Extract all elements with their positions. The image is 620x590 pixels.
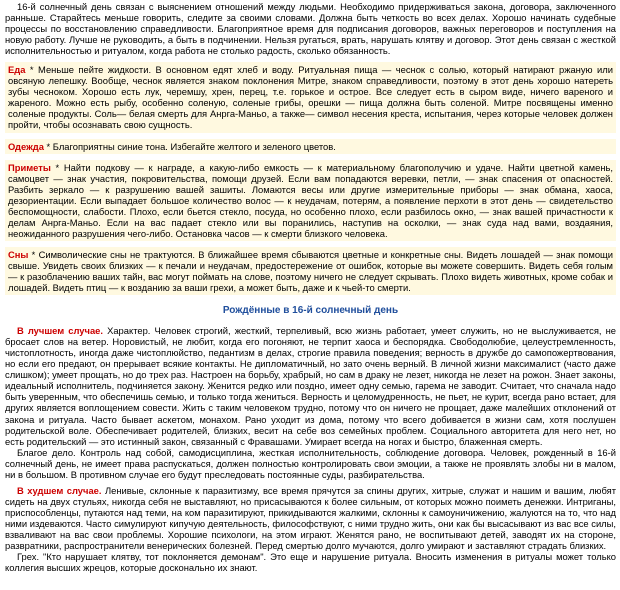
clothing-label: Одежда (8, 140, 44, 152)
omens-text: Найти подкову — к награде, а какую-либо емкость — к материальному благополучию и удаче. Найти цветной камень, самоцвет — знак участия, покровительства, помощи друзей. Если вам попадаются веревки, петли, — знак спасения от опасностей. Разбить зеркало — к разрушению вашей зашиты. Ломаются весы или другие измерительные приборы — знак обмана, хаоса, дезориентации. Если выпадает большое количество волос — к неудачам, потерям, а появление перхоти в этот день — свидетельство беспомощности, слабости. Плохо, если бьется стекло, посуда, но особенно плохо, если разбилось окно, — знак вашей причастности к делам Анрга-Маньо. Если на вас падает стекло или вы поранились, наступив на осколки, — знак суда над вами, воздаяния, неожиданного разрушения чего-либо. Остановка часов — к смерти близкого человека. (8, 161, 613, 239)
food-label: Еда (8, 64, 26, 76)
food-text: Меньше пейте жидкости. В основном едят хлеб и воду. Ритуальная пища — чеснок с солью, который натирают ржаную или овсяную лепешку. Вообще, чеснок является знаком поклонения Митре, знаком справедливости, поэтому в этот день хорошо натереть зубы чесноком. Хорошо есть лук, черемшу, хрен, перец, т.е. горькое и острое. Все следует есть в сыром виде, ничего вареного и жареного. Можно есть рыбу, особенно соленую, соленые грибы, орешки — пища должна быть соленой. Митре посвящены именно соленые продукты. Соль— белая смерть для Анрга-Маньо, а также— символ несения креста, испытания, через которые человек должен пройти, чтобы осознавать свою сущность. (8, 64, 613, 131)
worst-case-paragraph (5, 485, 616, 551)
dreams-marker: * (28, 248, 39, 260)
best-case-work: Благое дело. Контроль над собой, самодисциплина, жесткая исполнительность, соблюдение договора. Человек, рожденный в 16-й солнечный день, не имеет права распускаться, должен полностью контролировать свои эмоции, а также не проявлять злобы ни в малом, ни в большом. В противном случае его будут преследовать постоянные суды, разбирательства. (5, 446, 616, 480)
best-case-text: Характер. Человек строгий, жесткий, терпеливый, всю жизнь работает, умеет служить, но не выслуживается, не бросает слов на ветер. Норовистый, не любит, когда его погоняют, не терпит хаоса и беспорядка. Свободолюбие, целеустремленность, чистоплотность, иногда даже чистоплюйство, педантизм в делах, строгие правила поведения; верность в дружбе до самопожертвования, но если его предают, он прерывает всякие контакты. Не дипломатичный, но зато очень верный. В личной жизни максималист (часто даже слишком); умеет прощать, но до трех раз. Настроен на борьбу, храбрый, но сам в драку не лезет, никогда не лезет на рожон. Знает законы, идеальный исполнитель, подчиняется закону. Женится редко или поздно, имеет одну семью, гарема не заводит. Считает, что сначала надо быть уверенным, что обеспечишь семью, и только тогда жениться. Верность и целомудренность, не пьет, не курит, всегда рано встает, для других является воплощением совести. Жить с таким человеком трудно, потому что он ничего не прощает, даже малейших отклонений от закона и ритуала. Часто бывает аскетом, монахом. Рано уходит из дома, потому что всего добивается в жизни сам, хотя послушен родительской воле. Обеспечивает родителей, близких, весит на себе воз семейных проблем. Социального авторитета для него нет, но есть родительский — это истинный закон, связанный с Фравашами. Умирает всегда на ногах и быстро, блаженная смерть. (5, 325, 617, 447)
dreams-text: Символические сны не трактуются. В ближайшее время сбываются цветные и конкретные сны. Видеть лошадей — знак помощи свыше. Увидеть своих близких — к печали и неудачам, предостережение от ошибок, которые вы можете совершить. Видеть себя голым — к разоблачению ваших тайн, вас могут поймать на слове, поэтому ничего не следует скрывать. Плохо видеть животных, кроме собак и лошадей. Видеть птиц — к возданию за ваши грехи, а может быть, даже и к чьей-то смерти. (8, 248, 613, 294)
omens-marker: * (50, 161, 64, 173)
worst-case-sin: Грех. "Кто нарушает клятву, тот поклоняется демонам". Это еще и нарушение ритуала. Вносить изменения в ритуалы может только коллегия высших жрецов, которые досконально их знают. (5, 551, 616, 574)
food-section (5, 62, 616, 132)
worst-case-label: В худшем случае. (17, 484, 102, 496)
born-title: Рождённые в 16-й солнечный день (222, 305, 399, 317)
dreams-label: Сны (8, 248, 29, 260)
clothing-text: Благоприятны синие тона. Избегайте желтого и зеленого цветов. (52, 140, 336, 152)
best-case-label: В лучшем случае. (17, 325, 103, 337)
clothing-marker: * (43, 140, 53, 152)
omens-label: Приметы (8, 161, 51, 173)
best-case-paragraph (5, 325, 616, 447)
food-marker: * (25, 64, 39, 76)
worst-case-text: Ленивые, склонные к паразитизму, все время прячутся за спины других, хитрые, служат и нашим и вашим, любят сидеть на двух стульях, никогда себя не выставляют, но присасываются к более сильным, от которых можно поиметь денежки. Интриганы, приспособленцы, путаются над теми, на ком паразитируют, прикидываются жалкими, склонны к самоуничижению, жалуются на то, что над ними издеваются. Часто симулируют кипучую деятельность, философствуют, с ними трудно жить, они как бы высасывают из вас все силы, взваливают на вас свои проблемы. Хорошие психологи, на этом играют. Женятся рано, не воспитывают детей, заводят их на стороне, развратники, распространители венерических болезней. Перед смертью долго мучаются, долго умирают и заставляют страдать близких. (5, 484, 616, 552)
dreams-section (5, 247, 616, 295)
clothing-section (5, 139, 616, 154)
intro-paragraph: 16-й солнечный день связан с выяснением отношений между людьми. Необходимо придерживаться закона, договора, заключенного ранньше. Старайтесь меньше говорить, следите за своими словами. Должна быть четкость во всех делах. Хорошо начинать судебные процессы по восстановлению справедливости. Благоприятное время для подписания договоров, важных переговоров и поступления на новую работу. Лучше не руководить, а быть в подчинении. Нельзя ругаться, врать, нарушать клятву и договор. Этот день связан с жесткой исполнительностью и ритуалом, когда работа не столько радость, сколько обязанность. (5, 1, 616, 57)
omens-section (5, 160, 616, 241)
